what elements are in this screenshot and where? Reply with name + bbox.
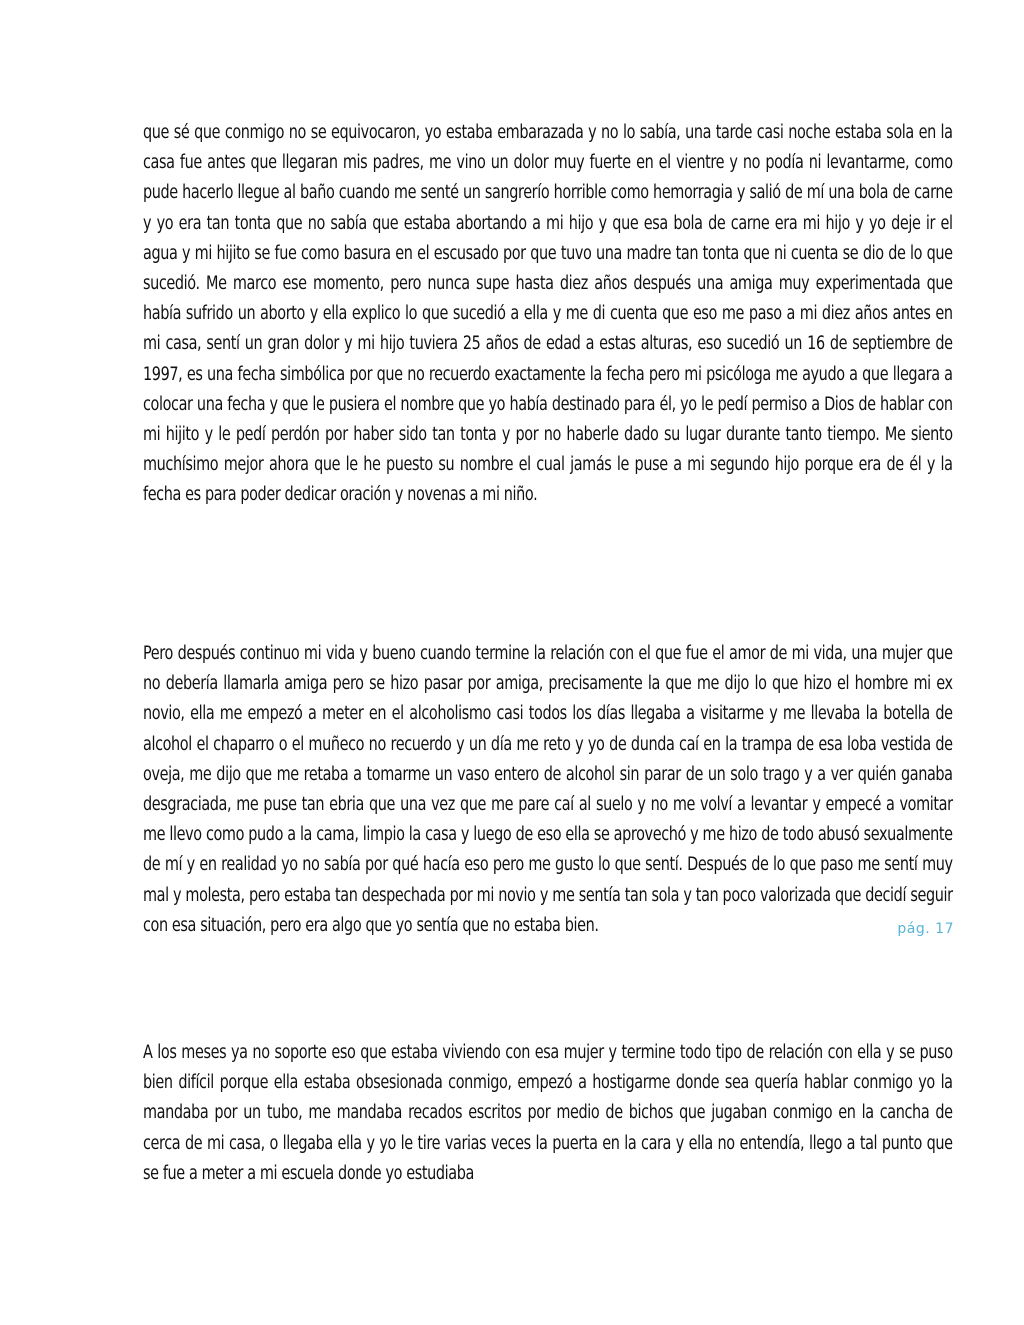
paragraph-1: que sé que conmigo no se equivocaron, yo estaba embarazada y no lo sabía, una tarde casi noche estaba sola en la casa fue antes que llegaran mis padres, me vino un dolor muy fuerte en el vientre y no podía ni levantarme, como pude hacerlo llegue al baño cuando me senté un sangrerío horrible como hemorragia y salió de mí una bola de carne y yo era tan tonta que no sabía que estaba abortando a mi hijo y que esa bola de carne era mi hijo y yo deje ir el agua y mi hijito se fue como basura en el escusado por que tuvo una madre tan tonta que ni cuenta se dio de lo que sucedió. Me marco ese momento, pero nunca supe hasta diez años después una amiga muy experimentada que había sufrido un aborto y ella explico lo que sucedió a ella y me di cuenta que eso me paso a mi diez años antes en mi casa, sentí un gran dolor y mi hijo tuviera 25 años de edad a estas alturas, eso sucedió un 16 de septiembre de 1997, es una fecha simbólica por que no recuerdo exactamente la fecha pero mi psicóloga me ayudo a que llegara a colocar una fecha y que le pusiera el nombre que yo había destinado para él, yo le pedí permiso a Dios de hablar con mi hijito y le pedí perdón por haber sido tan tonta y por no haberle dado su lugar durante tanto tiempo. Me siento muchísimo mejor ahora que le he puesto su nombre el cual jamás le puse a mi segundo hijo porque era de él y la fecha es para poder dedicar oración y novenas a mi niño. bbox=[143, 122, 953, 506]
page-number: pág. 17 bbox=[897, 921, 954, 937]
paragraph-2: Pero después continuo mi vida y bueno cuando termine la relación con el que fue el amor de mi vida, una mujer que no debería llamarla amiga pero se hizo pasar por amiga, precisamente la que me dijo lo que hizo el hombre mi ex novio, ella me empezó a meter en el alcoholismo casi todos los días llegaba a visitarme y me llevaba la botella de alcohol el chaparro o el muñeco no recuerdo y un día me reto y yo de dunda caí en la trampa de esa loba vestida de oveja, me dijo que me retaba a tomarme un vaso entero de alcohol sin parar de un solo trago y a ver quién ganaba desgraciada, me puse tan ebria que una vez que me pare caí al suelo y no me volví a levantar y empecé a vomitar me llevo como pudo a la cama, limpio la casa y luego de eso ella se aprovechó y me hizo de todo abusó sexualmente de mí y en realidad yo no sabía por qué hacía eso pero me gusto lo que sentí. Después de lo que paso me sentí muy mal y molesta, pero estaba tan despechada por mi novio y me sentía tan sola y tan poco valorizada que decidí seguir con esa situación, pero era algo que yo sentía que no estaba bien. bbox=[143, 643, 953, 936]
paragraph-3: A los meses ya no soporte eso que estaba viviendo con esa mujer y termine todo tipo de relación con ella y se puso bien difícil porque ella estaba obsesionada conmigo, empezó a hostigarme donde sea quería hablar conmigo yo la mandaba por un tubo, me mandaba recados escritos por medio de bichos que jugaban conmigo en la cancha de cerca de mi casa, o llegaba ella y yo le tire varias veces la puerta en la cara y ella no entendía, llego a tal punto que se fue a meter a mi escuela donde yo estudiaba bbox=[143, 1042, 953, 1184]
